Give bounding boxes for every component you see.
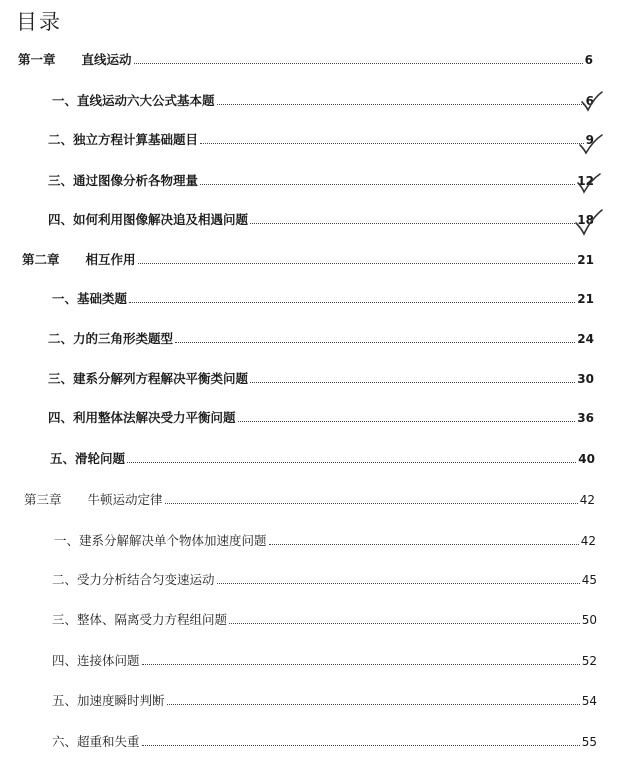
leader-dots <box>142 744 580 746</box>
section-label: 二、力的三角形类题型 <box>48 331 174 346</box>
section-row <box>52 571 597 589</box>
chapter-number: 第三章 <box>24 492 62 507</box>
section-row <box>52 692 597 710</box>
page-number: 9 <box>585 133 594 147</box>
leader-dots <box>217 103 584 105</box>
leader-dots <box>142 663 580 665</box>
page-number: 52 <box>581 654 597 668</box>
leader-dots <box>165 502 578 504</box>
section-label: 六、超重和失重 <box>52 734 140 749</box>
page-number: 45 <box>581 573 597 587</box>
leader-dots <box>200 142 584 144</box>
section-label: 一、基础类题 <box>52 291 128 306</box>
leader-dots <box>138 262 576 264</box>
page-number: 24 <box>577 332 594 346</box>
section-label: 三、通过图像分析各物理量 <box>48 173 199 188</box>
page-number: 36 <box>577 411 594 425</box>
section-row <box>48 409 594 427</box>
section-label: 四、利用整体法解决受力平衡问题 <box>48 410 236 425</box>
chapter-name: 直线运动 <box>81 52 132 67</box>
leader-dots <box>200 183 575 185</box>
section-row <box>50 450 595 468</box>
section-row <box>48 211 594 229</box>
section-row <box>52 733 597 751</box>
leader-dots <box>134 62 583 64</box>
section-row <box>48 330 594 348</box>
section-label: 四、如何利用图像解决追及相遇问题 <box>48 212 249 227</box>
leader-dots <box>175 341 575 343</box>
section-label: 一、直线运动六大公式基本题 <box>52 93 215 108</box>
section-label: 三、整体、隔离受力方程组问题 <box>52 612 228 627</box>
section-label: 一、建系分解解决单个物体加速度问题 <box>54 533 267 548</box>
leader-dots <box>250 381 575 383</box>
chapter-row <box>24 491 595 509</box>
section-row <box>52 611 597 629</box>
section-row <box>52 92 594 110</box>
leader-dots <box>127 461 576 463</box>
leader-dots <box>129 301 575 303</box>
chapter-row <box>22 251 594 269</box>
leader-dots <box>229 622 580 624</box>
leader-dots <box>250 222 575 224</box>
page-number: 42 <box>579 493 595 507</box>
page-number: 6 <box>584 53 593 67</box>
page-number: 21 <box>577 292 594 306</box>
page-number: 12 <box>577 174 594 188</box>
chapter-name: 相互作用 <box>85 252 136 267</box>
leader-dots <box>217 582 580 584</box>
page-number: 18 <box>577 213 594 227</box>
page-title: 目录 <box>16 10 62 34</box>
section-row <box>52 652 597 670</box>
page-number: 55 <box>581 735 597 749</box>
page-number: 54 <box>581 694 597 708</box>
leader-dots <box>238 420 576 422</box>
page-number: 50 <box>581 613 597 627</box>
chapter-number: 第二章 <box>22 252 60 267</box>
leader-dots <box>167 703 580 705</box>
chapter-name: 牛顿运动定律 <box>87 492 163 507</box>
page-number: 40 <box>578 452 595 466</box>
section-label: 五、滑轮问题 <box>50 451 126 466</box>
section-label: 二、独立方程计算基础题目 <box>48 132 199 147</box>
page-number: 21 <box>577 253 594 267</box>
section-row <box>48 172 594 190</box>
section-row <box>54 532 596 550</box>
section-row <box>52 290 594 308</box>
section-label: 二、受力分析结合匀变速运动 <box>52 572 215 587</box>
chapter-row <box>18 51 593 69</box>
section-label: 五、加速度瞬时判断 <box>52 693 165 708</box>
section-label: 四、连接体问题 <box>52 653 140 668</box>
page-number: 42 <box>580 534 596 548</box>
chapter-number: 第一章 <box>18 52 56 67</box>
section-row <box>48 370 594 388</box>
section-row <box>48 131 594 149</box>
page-number: 30 <box>577 372 594 386</box>
section-label: 三、建系分解列方程解决平衡类问题 <box>48 371 249 386</box>
leader-dots <box>269 543 579 545</box>
page-number: 6 <box>585 94 594 108</box>
